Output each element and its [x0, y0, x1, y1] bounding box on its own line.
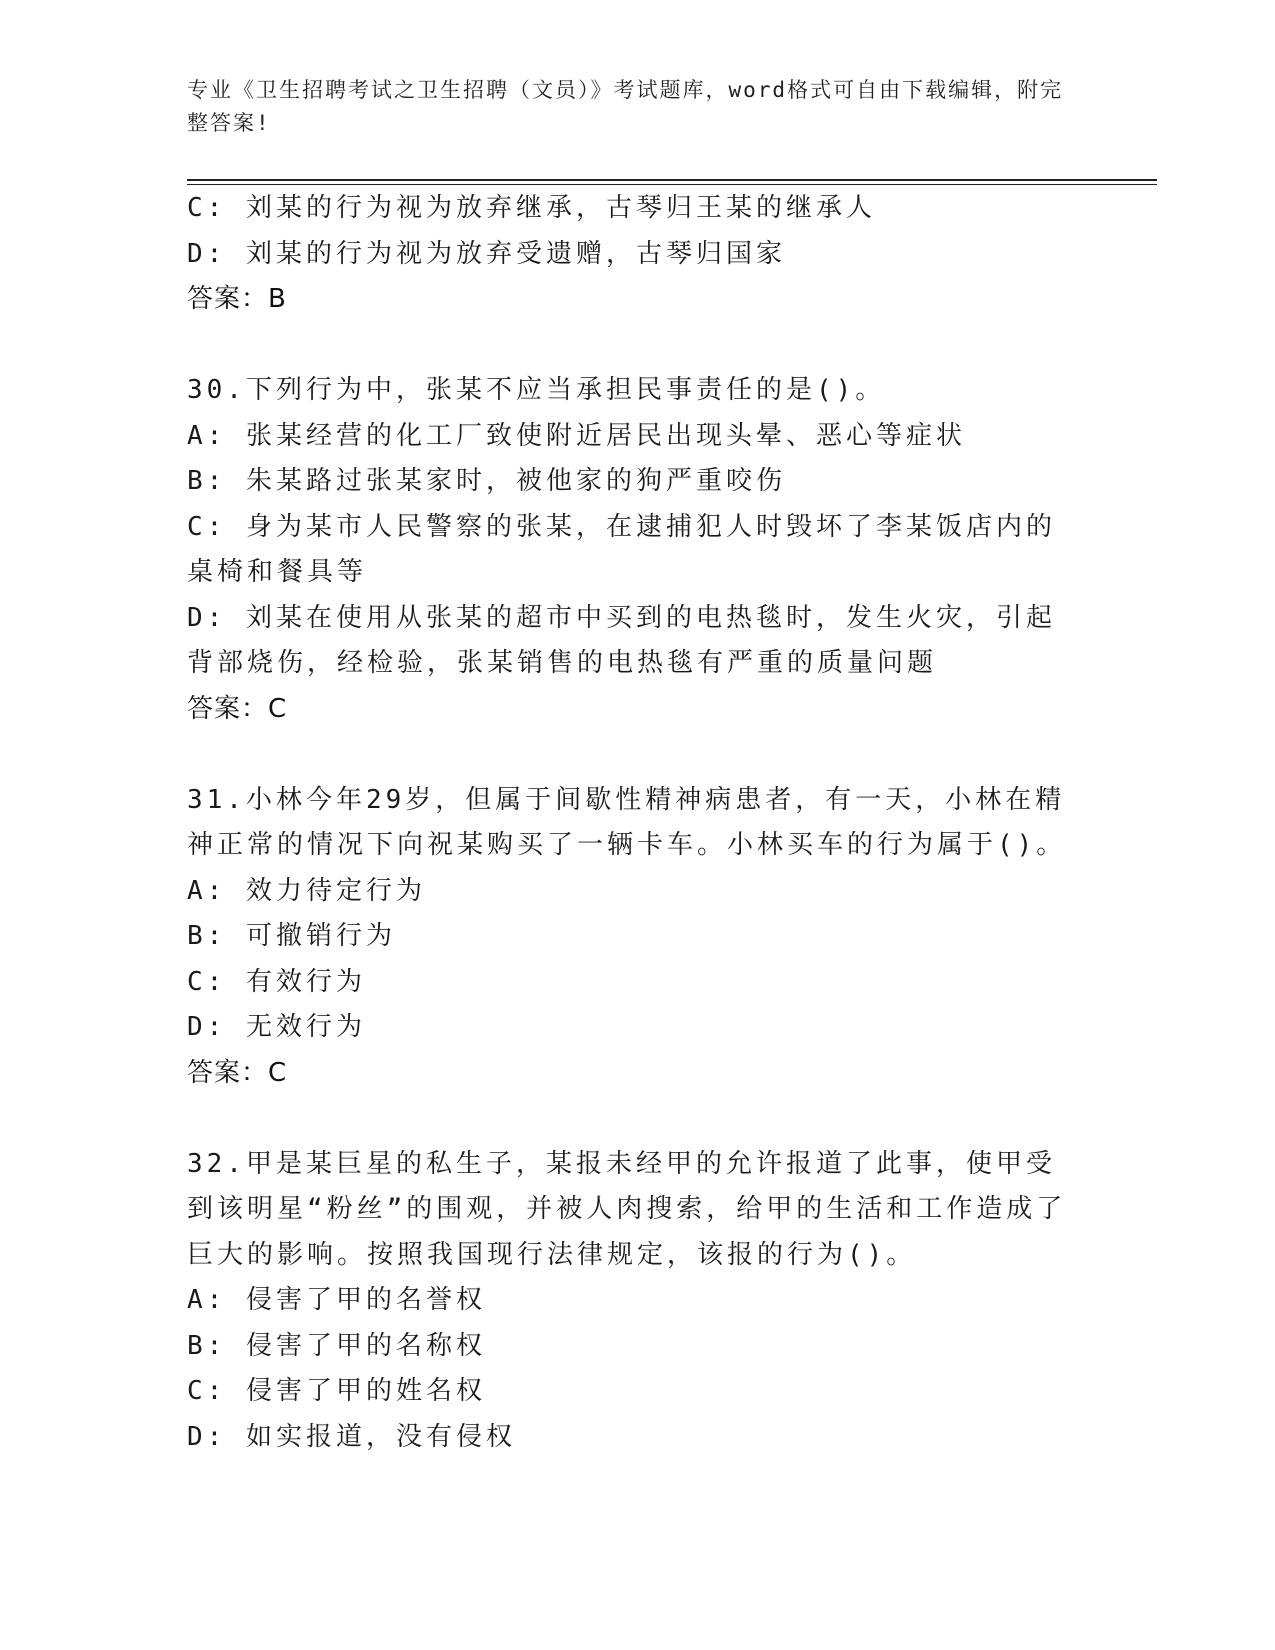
question-30	[187, 368, 1067, 732]
q31-option-a: A: 效力待定行为	[187, 875, 426, 906]
q32-option-b: B: 侵害了甲的名称权	[187, 1330, 486, 1361]
q32-option-a: A: 侵害了甲的名誉权	[187, 1285, 486, 1315]
q30-answer: 答案：C	[187, 693, 288, 724]
q31-option-b: B: 可撤销行为	[187, 921, 396, 951]
q31-answer: 答案：C	[187, 1057, 288, 1088]
q30-option-d: D: 刘某在使用从张某的超市中买到的电热毯时，发生火灾，引起背部烧伤，经检验，张某销售的电热毯有严重的质量问题	[187, 602, 1056, 678]
q31-stem: 31.小林今年29岁，但属于间歇性精神病患者，有一天，小林在精神正常的情况下向祝某购买了一辆卡车。小林买车的行为属于()。	[187, 784, 1067, 860]
question-32	[187, 1142, 1067, 1461]
q32-stem: 32.甲是某巨星的私生子，某报未经甲的允许报道了此事，使甲受到该明星“粉丝”的围观，并被人肉搜索，给甲的生活和工作造成了巨大的影响。按照我国现行法律规定，该报的行为()。	[187, 1148, 1067, 1270]
question-31	[187, 778, 1067, 1097]
q31-option-d: D: 无效行为	[187, 1012, 366, 1042]
q30-stem: 30.下列行为中，张某不应当承担民事责任的是()。	[187, 375, 886, 405]
q30-option-c: C: 身为某市人民警察的张某，在逮捕犯人时毁坏了李某饭店内的桌椅和餐具等	[187, 511, 1056, 587]
q32-option-d: D: 如实报道，没有侵权	[187, 1421, 516, 1452]
document-header: 专业《卫生招聘考试之卫生招聘（文员）》考试题库，word格式可自由下载编辑，附完整答案!	[187, 78, 1064, 135]
q30-option-a: A: 张某经营的化工厂致使附近居民出现头晕、恶心等症状	[187, 420, 966, 451]
q29-option-d: D: 刘某的行为视为放弃受遗赠，古琴归国家	[187, 238, 786, 269]
q30-option-b: B: 朱某路过张某家时，被他家的狗严重咬伤	[187, 466, 786, 496]
header-rule-thin	[187, 184, 1157, 185]
q29-option-c: C: 刘某的行为视为放弃继承，古琴归王某的继承人	[187, 193, 876, 223]
header-rule-thick	[187, 179, 1157, 181]
q32-option-c: C: 侵害了甲的姓名权	[187, 1376, 486, 1406]
question-29-tail	[187, 186, 1067, 323]
q29-answer: 答案：B	[187, 284, 287, 314]
q31-option-c: C: 有效行为	[187, 966, 366, 997]
question-content	[187, 186, 1067, 1460]
